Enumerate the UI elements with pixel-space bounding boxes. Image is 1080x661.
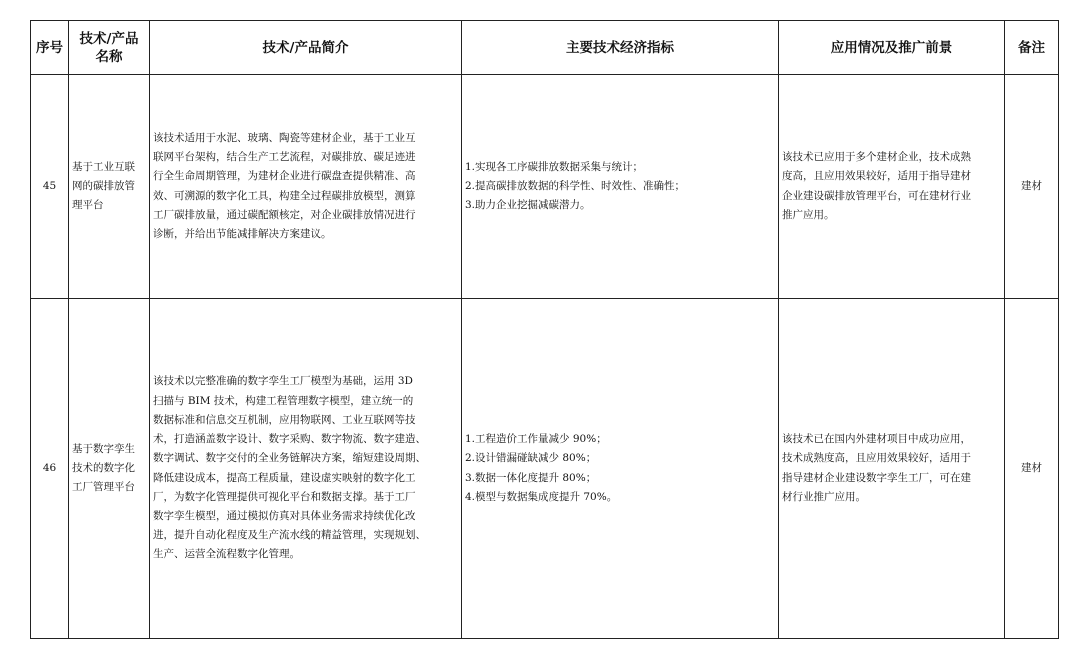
- row-seq: 45: [31, 75, 69, 299]
- row-remarks: 建材: [1005, 299, 1059, 639]
- row-indicator-item: 4.模型与数据集成度提升 70%。: [465, 490, 618, 503]
- row-intro: [150, 299, 462, 639]
- row-intro-line: 行全生命周期管理，为建材企业进行碳盘查提供精准、高: [153, 170, 416, 183]
- row-intro-line: 工厂碳排放量，通过碳配额核定，对企业碳排放情况进行: [153, 208, 416, 221]
- row-application-line: 企业建设碳排放管理平台，可在建材行业: [782, 189, 971, 202]
- row-name-line: 工厂管理平台: [72, 481, 135, 494]
- row-application: [779, 299, 1005, 639]
- row-intro-line: 厂，为数字化管理提供可视化平台和数据支撑。基于工厂: [153, 490, 416, 503]
- row-intro-line: 扫描与 BIM 技术，构建工程管理数字模型，建立统一的: [153, 394, 414, 407]
- row-name: [69, 75, 150, 299]
- row-name-line: 网的碳排放管: [72, 179, 135, 192]
- header-name-line-1: 技术/产品: [79, 30, 139, 47]
- row-application-line: 指导建材企业建设数字孪生工厂，可在建: [782, 471, 971, 484]
- row-seq: 46: [31, 299, 69, 639]
- row-application-line: 该技术已在国内外建材项目中成功应用，: [782, 433, 971, 446]
- row-intro-line: 术，打造涵盖数字设计、数字采购、数字物流、数字建造、: [153, 433, 426, 446]
- header-name: [69, 21, 150, 75]
- row-indicators: [462, 75, 779, 299]
- row-intro-line: 联网平台架构，结合生产工艺流程，对碳排放、碳足迹进: [153, 151, 416, 164]
- table-row: [31, 299, 1059, 639]
- header-indicators: 主要技术经济指标: [462, 21, 779, 75]
- row-name-line: 技术的数字化: [72, 461, 135, 474]
- header-application: 应用情况及推广前景: [779, 21, 1005, 75]
- row-indicator-item: 1.工程造价工作量减少 90%；: [465, 433, 607, 446]
- row-intro-line: 降低建设成本，提高工程质量，建设虚实映射的数字化工: [153, 471, 416, 484]
- row-intro-line: 生产、运营全流程数字化管理。: [153, 548, 300, 561]
- row-intro-line: 进，提升自动化程度及生产流水线的精益管理，实现规划、: [153, 529, 426, 542]
- header-remarks: 备注: [1005, 21, 1059, 75]
- row-application-line: 该技术已应用于多个建材企业，技术成熟: [782, 151, 971, 164]
- row-indicator-item: 3.数据一体化度提升 80%；: [465, 471, 597, 484]
- header-name-line-2: 名称: [95, 48, 123, 65]
- table-row: [31, 75, 1059, 299]
- row-intro-line: 该技术适用于水泥、玻璃、陶瓷等建材企业，基于工业互: [153, 131, 416, 144]
- row-intro-line: 数据标准和信息交互机制，应用物联网、工业互联网等技: [153, 413, 416, 426]
- row-indicators: [462, 299, 779, 639]
- row-intro-line: 诊断，并给出节能减排解决方案建议。: [153, 227, 332, 240]
- row-indicator-item: 2.提高碳排放数据的科学性、时效性、准确性；: [465, 179, 686, 192]
- row-name-line: 理平台: [72, 199, 104, 212]
- header-intro: 技术/产品简介: [150, 21, 462, 75]
- row-intro-line: 数字调试、数字交付的全业务链解决方案，缩短建设周期、: [153, 452, 426, 465]
- row-application-line: 度高，且应用效果较好，适用于指导建材: [782, 170, 971, 183]
- row-application-line: 材行业推广应用。: [782, 490, 866, 503]
- row-remarks: 建材: [1005, 75, 1059, 299]
- row-name-line: 基于数字孪生: [72, 442, 135, 455]
- row-application: [779, 75, 1005, 299]
- row-indicator-item: 2.设计错漏碰缺减少 80%；: [465, 452, 597, 465]
- row-intro-line: 该技术以完整准确的数字孪生工厂模型为基础，运用 3D: [153, 375, 413, 388]
- row-indicator-item: 3.助力企业挖掘减碳潜力。: [465, 199, 591, 212]
- header-row: [31, 21, 1059, 75]
- row-application-line: 推广应用。: [782, 208, 835, 221]
- technology-table: [30, 20, 1059, 639]
- row-name: [69, 299, 150, 639]
- row-name-line: 基于工业互联: [72, 160, 135, 173]
- row-intro-line: 数字孪生模型，通过模拟仿真对具体业务需求持续优化改: [153, 509, 416, 522]
- row-application-line: 技术成熟度高，且应用效果较好，适用于: [782, 452, 971, 465]
- row-intro: [150, 75, 462, 299]
- header-seq: 序号: [31, 21, 69, 75]
- row-indicator-item: 1.实现各工序碳排放数据采集与统计；: [465, 160, 644, 173]
- row-intro-line: 效、可溯源的数字化工具，构建全过程碳排放模型，测算: [153, 189, 416, 202]
